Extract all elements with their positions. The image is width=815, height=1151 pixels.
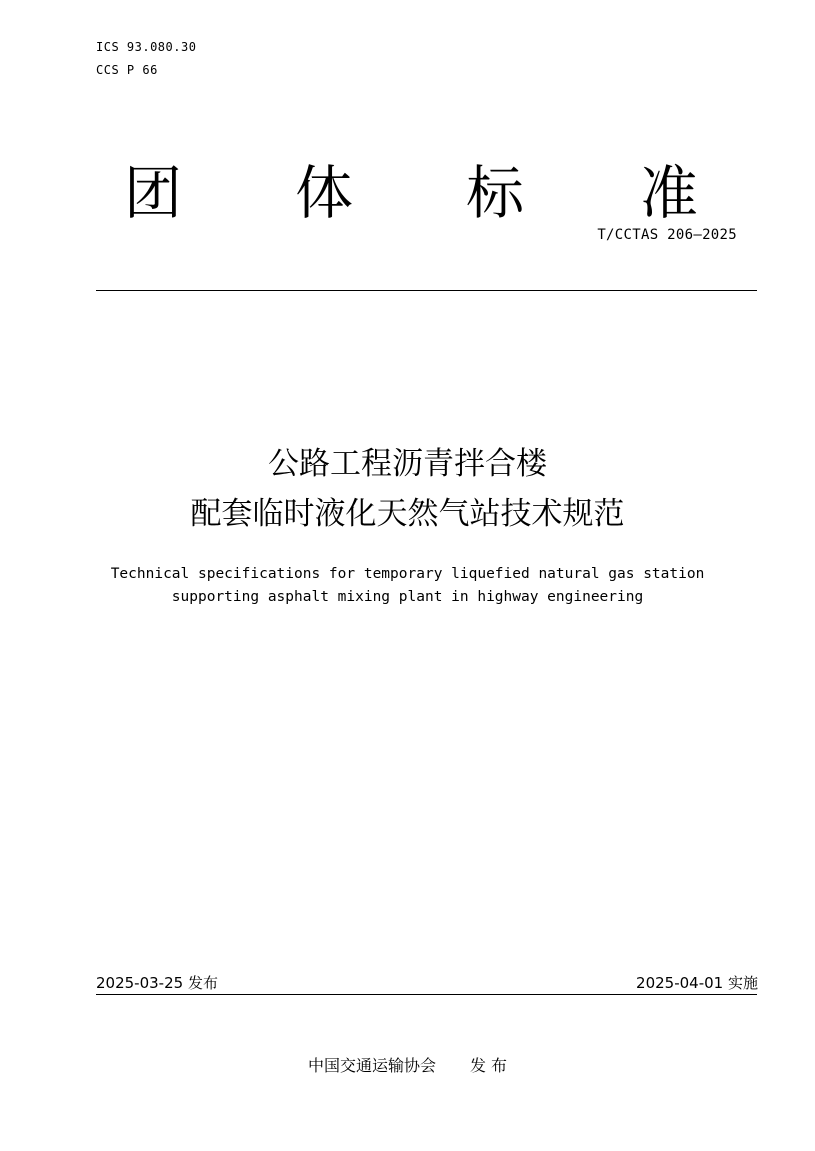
title-cn-line-1: 公路工程沥青拌合楼 <box>268 446 547 482</box>
publisher-action: 发 布 <box>469 1056 508 1075</box>
title-cn-line-2: 配套临时液化天然气站技术规范 <box>190 496 625 532</box>
ccs-code: CCS P 66 <box>96 63 158 77</box>
header-divider <box>96 290 757 291</box>
implement-date: 2025-04-01 实施 <box>636 974 758 992</box>
footer-divider <box>96 994 757 995</box>
standard-type-char-4: 准 <box>640 159 699 227</box>
ics-code: ICS 93.080.30 <box>96 40 197 54</box>
publisher-row <box>0 1053 815 1076</box>
issue-date: 2025-03-25 发布 <box>96 974 218 992</box>
title-en-line-2: supporting asphalt mixing plant in highway engineering <box>171 589 644 605</box>
publisher-name: 中国交通运输协会 <box>307 1056 436 1075</box>
standard-type-char-3: 标 <box>466 159 525 227</box>
standard-number: T/CCTAS 206—2025 <box>597 227 737 243</box>
standard-type-char-1: 团 <box>124 159 183 227</box>
standard-type-char-2: 体 <box>295 159 354 227</box>
title-en-line-1: Technical specifications for temporary liquefied natural gas station <box>110 566 705 582</box>
